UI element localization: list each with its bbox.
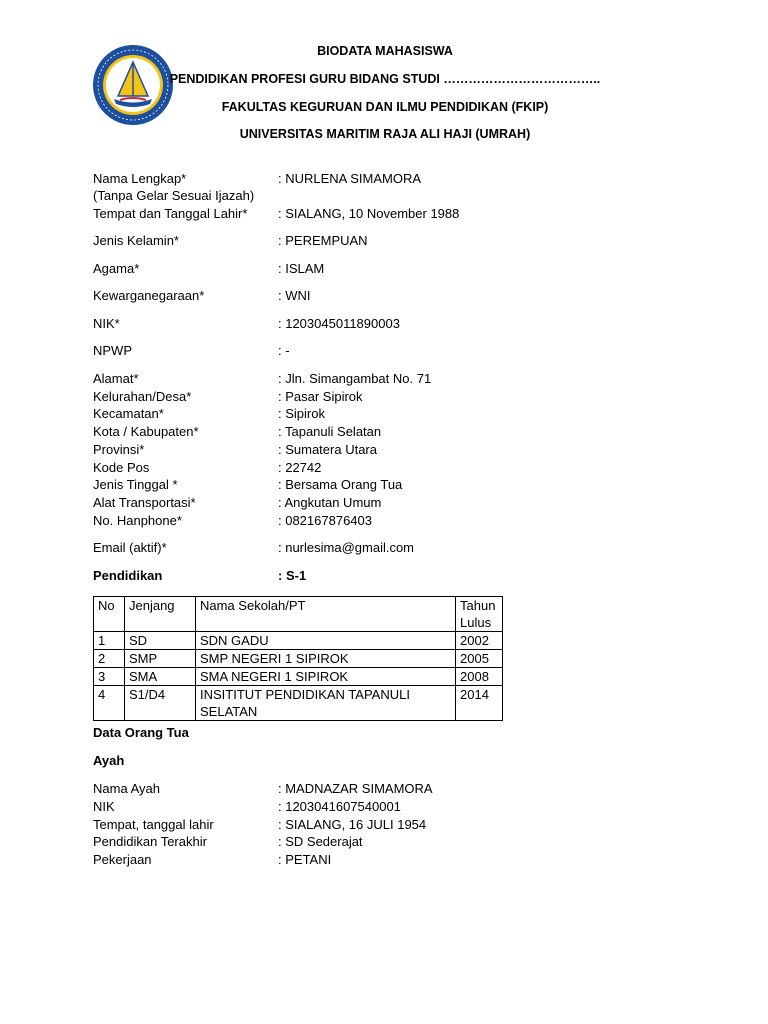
field-label: Pendidikan Terakhir bbox=[93, 834, 207, 849]
cell-nama-sekolah: SMP NEGERI 1 SIPIROK bbox=[196, 650, 456, 668]
cell-no: 3 bbox=[94, 668, 125, 686]
field-label: Pendidikan bbox=[93, 568, 163, 583]
field-label: Alamat* bbox=[93, 371, 139, 386]
field-value: : Jln. Simangambat No. 71 bbox=[278, 371, 432, 386]
field-kewarganegaraan bbox=[93, 287, 693, 305]
field-value: : PETANI bbox=[278, 852, 332, 867]
field-alamat bbox=[93, 370, 693, 388]
field-label: Agama* bbox=[93, 261, 140, 276]
field-label: Kota / Kabupaten* bbox=[93, 424, 199, 439]
field-pendidikan bbox=[93, 567, 693, 585]
header-year-line1: Tahun bbox=[460, 598, 496, 613]
header-cell-jenjang: Jenjang bbox=[125, 597, 196, 632]
father-section-title: Ayah bbox=[93, 753, 125, 768]
field-label: Jenis Kelamin* bbox=[93, 233, 179, 248]
field-value: : ISLAM bbox=[278, 261, 325, 276]
field-value: : SIALANG, 10 November 1988 bbox=[278, 206, 460, 221]
education-table bbox=[93, 596, 503, 721]
table-row bbox=[94, 668, 503, 686]
field-value: : 082167876403 bbox=[278, 513, 372, 528]
field-label: Kelurahan/Desa* bbox=[93, 389, 192, 404]
cell-nama-sekolah: INSITITUT PENDIDIKAN TAPANULI SELATAN bbox=[196, 686, 456, 721]
table-row bbox=[94, 686, 503, 721]
cell-tahun: 2005 bbox=[456, 650, 503, 668]
field-label: Provinsi* bbox=[93, 442, 145, 457]
header-cell-tahun-lulus bbox=[456, 597, 503, 632]
field-pendidikan-ayah bbox=[93, 833, 693, 851]
field-label: No. Hanphone* bbox=[93, 513, 182, 528]
faculty-title: FAKULTAS KEGURUAN DAN ILMU PENDIDIKAN (FKIP) bbox=[221, 100, 549, 114]
field-value: : Pasar Sipirok bbox=[278, 389, 363, 404]
field-value: : MADNAZAR SIMAMORA bbox=[278, 781, 433, 796]
cell-tahun: 2008 bbox=[456, 668, 503, 686]
field-npwp bbox=[93, 342, 693, 360]
field-ttl-ayah bbox=[93, 816, 693, 834]
field-value: : SD Sederajat bbox=[278, 834, 363, 849]
header-year-line2: Lulus bbox=[460, 615, 492, 630]
field-kecamatan bbox=[93, 405, 693, 423]
field-nik-ayah bbox=[93, 798, 693, 816]
program-title: PENDIDIKAN PROFESI GURU BIDANG STUDI ……………………………….. bbox=[169, 72, 601, 86]
field-value: : SIALANG, 16 JULI 1954 bbox=[278, 817, 427, 832]
cell-nama-sekolah: SMA NEGERI 1 SIPIROK bbox=[196, 668, 456, 686]
field-value: : 22742 bbox=[278, 460, 322, 475]
cell-jenjang: SD bbox=[125, 632, 196, 650]
field-label: Kewarganegaraan* bbox=[93, 288, 205, 303]
field-label: Email (aktif)* bbox=[93, 540, 167, 555]
cell-jenjang: SMA bbox=[125, 668, 196, 686]
field-value: : 1203045011890003 bbox=[278, 316, 400, 331]
cell-tahun: 2002 bbox=[456, 632, 503, 650]
field-agama bbox=[93, 260, 693, 278]
header-cell-nama-sekolah: Nama Sekolah/PT bbox=[196, 597, 456, 632]
field-label: Jenis Tinggal * bbox=[93, 477, 178, 492]
field-label: NIK bbox=[93, 799, 115, 814]
cell-nama-sekolah: SDN GADU bbox=[196, 632, 456, 650]
field-hanphone bbox=[93, 512, 693, 530]
parents-section-title: Data Orang Tua bbox=[93, 725, 189, 740]
table-row bbox=[94, 632, 503, 650]
field-pekerjaan-ayah bbox=[93, 851, 693, 869]
field-value: : Tapanuli Selatan bbox=[278, 424, 382, 439]
field-value: : Sipirok bbox=[278, 406, 325, 421]
cell-jenjang: SMP bbox=[125, 650, 196, 668]
field-jenis-kelamin bbox=[93, 232, 693, 250]
field-label: Kecamatan* bbox=[93, 406, 164, 421]
field-nama-note bbox=[93, 187, 693, 205]
header-cell-no: No bbox=[94, 597, 125, 632]
field-nik bbox=[93, 315, 693, 333]
field-value: : Angkutan Umum bbox=[278, 495, 382, 510]
field-label: Alat Transportasi* bbox=[93, 495, 196, 510]
field-label: NIK* bbox=[93, 316, 120, 331]
field-value: : NURLENA SIMAMORA bbox=[278, 171, 422, 186]
field-value: : 1203041607540001 bbox=[278, 799, 401, 814]
field-value: : Sumatera Utara bbox=[278, 442, 377, 457]
field-label: Tempat, tanggal lahir bbox=[93, 817, 214, 832]
field-value: : S-1 bbox=[278, 568, 307, 583]
cell-tahun: 2014 bbox=[456, 686, 503, 721]
cell-no: 1 bbox=[94, 632, 125, 650]
table-row bbox=[94, 650, 503, 668]
field-label: Tempat dan Tanggal Lahir* bbox=[93, 206, 248, 221]
field-nama-lengkap bbox=[93, 170, 693, 188]
field-label: (Tanpa Gelar Sesuai Ijazah) bbox=[93, 188, 255, 203]
field-label: Kode Pos bbox=[93, 460, 150, 475]
field-kota bbox=[93, 423, 693, 441]
university-title: UNIVERSITAS MARITIM RAJA ALI HAJI (UMRAH) bbox=[239, 127, 531, 141]
field-nama-ayah bbox=[93, 780, 693, 798]
document-title: BIODATA MAHASISWA bbox=[317, 44, 453, 58]
field-value: : PEREMPUAN bbox=[278, 233, 368, 248]
field-provinsi bbox=[93, 441, 693, 459]
field-label: Pekerjaan bbox=[93, 852, 152, 867]
table-header-row bbox=[94, 597, 503, 632]
field-kelurahan bbox=[93, 388, 693, 406]
field-value: : - bbox=[278, 343, 290, 358]
field-label: NPWP bbox=[93, 343, 132, 358]
field-kode-pos bbox=[93, 459, 693, 477]
field-email bbox=[93, 539, 693, 557]
field-transportasi bbox=[93, 494, 693, 512]
field-value: : Bersama Orang Tua bbox=[278, 477, 403, 492]
field-value: : nurlesima@gmail.com bbox=[278, 540, 415, 555]
field-ttl bbox=[93, 205, 693, 223]
field-label: Nama Lengkap* bbox=[93, 171, 187, 186]
cell-no: 2 bbox=[94, 650, 125, 668]
cell-no: 4 bbox=[94, 686, 125, 721]
cell-jenjang: S1/D4 bbox=[125, 686, 196, 721]
field-jenis-tinggal bbox=[93, 476, 693, 494]
field-value: : WNI bbox=[278, 288, 311, 303]
field-label: Nama Ayah bbox=[93, 781, 160, 796]
